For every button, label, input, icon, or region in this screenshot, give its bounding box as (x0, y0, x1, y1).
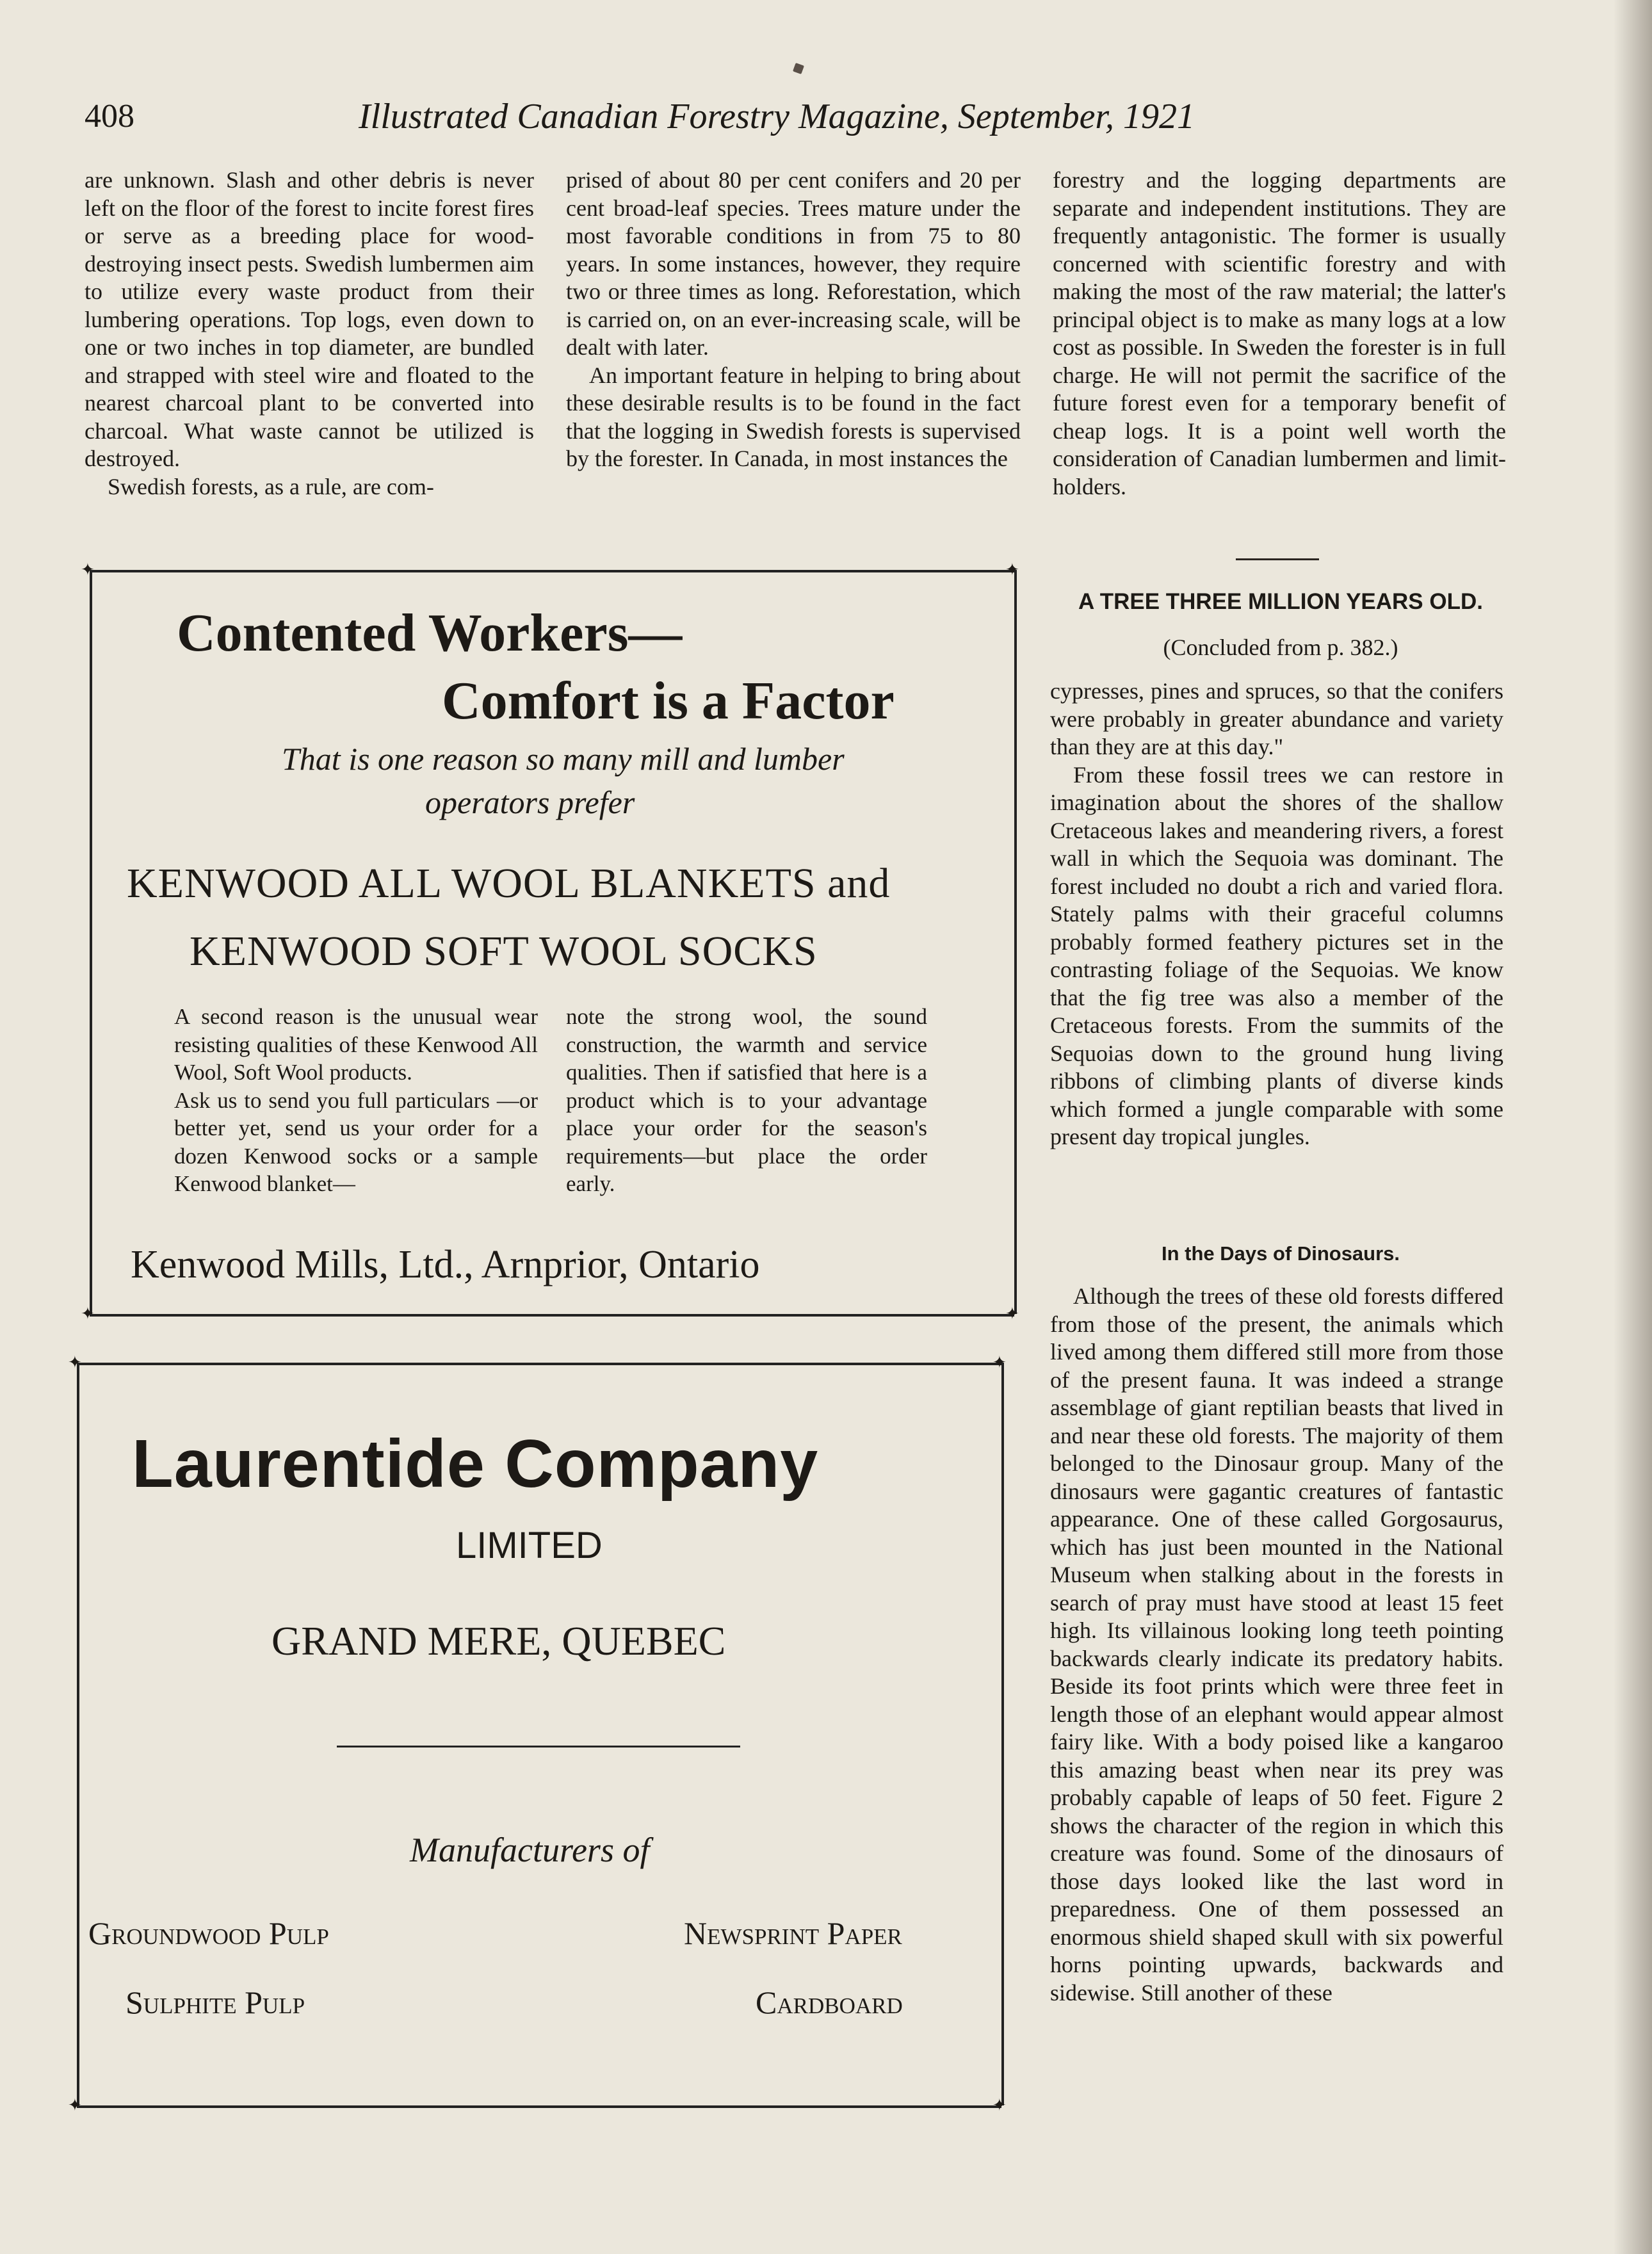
laurentide-manufacturers-label: Manufacturers of (410, 1831, 650, 1869)
laurentide-product: Groundwood Pulp (88, 1915, 329, 1951)
kenwood-tagline: That is one reason so many mill and lumber (282, 741, 845, 777)
article-paragraph: From these fossil trees we can restore in imagination about the shores of the shallow Cretaceous lakes and meandering rivers, a forest wall in which the Sequoia was dominant. The forest included no doubt a rich and varied flora. Stately palms with their graceful columns probably formed feathery pictures set in the contrasting foliage of the Sequoias. We know that the fig tree was also a member of the Cretaceous forests. From the summits of the Sequoias down to the ground hung living ribbons of climbing plants of diverse kinds which formed a jungle comparable with some present day tropical jungles. (1050, 761, 1503, 1149)
kenwood-tagline: operators prefer (425, 784, 635, 820)
laurentide-divider (337, 1746, 740, 1747)
corner-ornament-icon: ✦ (68, 1353, 82, 1372)
kenwood-signature: Kenwood Mills, Ltd., Arnprior, Ontario (131, 1243, 760, 1286)
article-subheading: In the Days of Dinosaurs. (1161, 1242, 1400, 1265)
binding-mark (793, 63, 804, 74)
corner-ornament-icon: ✦ (992, 2096, 1007, 2114)
laurentide-product: Sulphite Pulp (126, 1984, 305, 2020)
article-paragraph: cypresses, pines and spruces, so that the conifers were probably in greater abundance and variety than they are at this day." (1050, 678, 1503, 759)
column-3 (1053, 166, 1506, 501)
page-edge-shadow (1614, 0, 1652, 2254)
running-title: Illustrated Canadian Forestry Magazine, September, 1921 (359, 97, 1195, 136)
column-1-paragraph: are unknown. Slash and other debris is never left on the floor of the forest to incite forest fires or serve as a breeding place for wood-destroying insect pests. Swedish lumbermen aim to utilize every waste product from their lumbering operations. Top logs, even down to one or two inches in top diameter, are bundled and strapped with steel wire and floated to the nearest charcoal plant to be converted into charcoal. What waste cannot be utilized is destroyed. (85, 167, 534, 471)
kenwood-headline: Comfort is a Factor (442, 671, 895, 731)
laurentide-name: Laurentide Company (132, 1426, 819, 1502)
laurentide-product: Newsprint Paper (684, 1915, 902, 1951)
column-1-paragraph: Swedish forests, as a rule, are com- (108, 473, 434, 499)
laurentide-product: Cardboard (756, 1984, 903, 2020)
corner-ornament-icon: ✦ (68, 2096, 82, 2114)
laurentide-limited: LIMITED (456, 1525, 603, 1566)
kenwood-headline: Contented Workers— (177, 603, 683, 663)
corner-ornament-icon: ✦ (992, 1353, 1007, 1372)
kenwood-body-right: note the strong wool, the sound construction, the warmth and service qualities. Then if satisfied that here is a product which is to your advantage place your order for the season's requirements—but place the order early. (566, 1004, 927, 1196)
kenwood-product: KENWOOD SOFT WOOL SOCKS (190, 928, 818, 975)
column-2-paragraph: An important feature in helping to bring about these desirable results is to be found in the fact that the logging in Swedish forests is supervised by the forester. In Canada, in most instances the (566, 362, 1021, 471)
ad-border-bottom (77, 2105, 1001, 2108)
column-2 (566, 166, 1021, 473)
column-2-paragraph: prised of about 80 per cent conifers and 20 per cent broad-leaf species. Trees mature under the most favorable conditions in from 75 to 80 years. In some instances, however, they require two or three times as long. Reforestation, which is carried on, on an ever-increasing scale, will be dealt with later. (566, 167, 1021, 360)
article-body-continued (1050, 1283, 1503, 2007)
kenwood-body-text: Ask us to send you full particulars —or better yet, send us your order for a dozen Kenwood socks or a sample Kenwood blanket— (174, 1087, 538, 1196)
kenwood-body-text: A second reason is the unusual wear resisting qualities of these Kenwood All Wool, Soft Wool products. (174, 1004, 538, 1085)
laurentide-location: GRAND MERE, QUEBEC (271, 1618, 726, 1664)
kenwood-product: KENWOOD ALL WOOL BLANKETS and (127, 860, 891, 907)
page-number: 408 (85, 98, 134, 134)
article-body (1050, 677, 1503, 1151)
column-3-paragraph: forestry and the logging departments are separate and independent institutions. They are frequently antagonistic. The former is usually concerned with scientific forestry and with making the most of the raw material; the latter's principal object is to make as many logs at a low cost as possible. In Sweden the forester is in full charge. He will not permit the sacrifice of the future forest even for a temporary benefit of cheap logs. It is a point well worth the consideration of Canadian lumbermen and limit-holders. (1053, 167, 1506, 499)
article-paragraph: Although the trees of these old forests differed from those of the present, the animals which lived among them differed still more from those of the present fauna. It was indeed a strange assemblage of giant reptilian beasts that lived in and near these old forests. The majority of them belonged to the Dinosaur group. Many of the dinosaurs were gagantic creatures of fantastic appearance. One of these called Gorgosaurus, which has just been mounted in the National Museum when stalking about in the forests in search of pray must have stood at least 15 feet high. Its villainous looking long teeth pointing backwards clearly indicate its predatory habits. Beside its foot prints which were three feet in length those of an elephant would appear almost fairy like. With a body poised like a kangaroo this amazing beast when near its prey was probably capable of leaps of 50 feet. Figure 2 shows the character of the region in which this creature was found. Some of the dinosaurs of those days looked like the last word in preparedness. One of them possessed an enormous shield shaped skull with six powerful horns pointing upwards, backwards and sidewise. Still another of these (1050, 1283, 1503, 2006)
article-title: A TREE THREE MILLION YEARS OLD. (1078, 589, 1483, 614)
section-divider (1236, 558, 1319, 560)
ad-border-bottom (90, 1314, 1014, 1317)
column-1 (85, 166, 534, 501)
article-subtitle: (Concluded from p. 382.) (1163, 635, 1398, 660)
corner-ornament-icon: ✦ (81, 1304, 95, 1323)
corner-ornament-icon: ✦ (1005, 560, 1019, 579)
corner-ornament-icon: ✦ (1005, 1304, 1019, 1323)
corner-ornament-icon: ✦ (81, 560, 95, 579)
kenwood-body-left (174, 1003, 538, 1198)
